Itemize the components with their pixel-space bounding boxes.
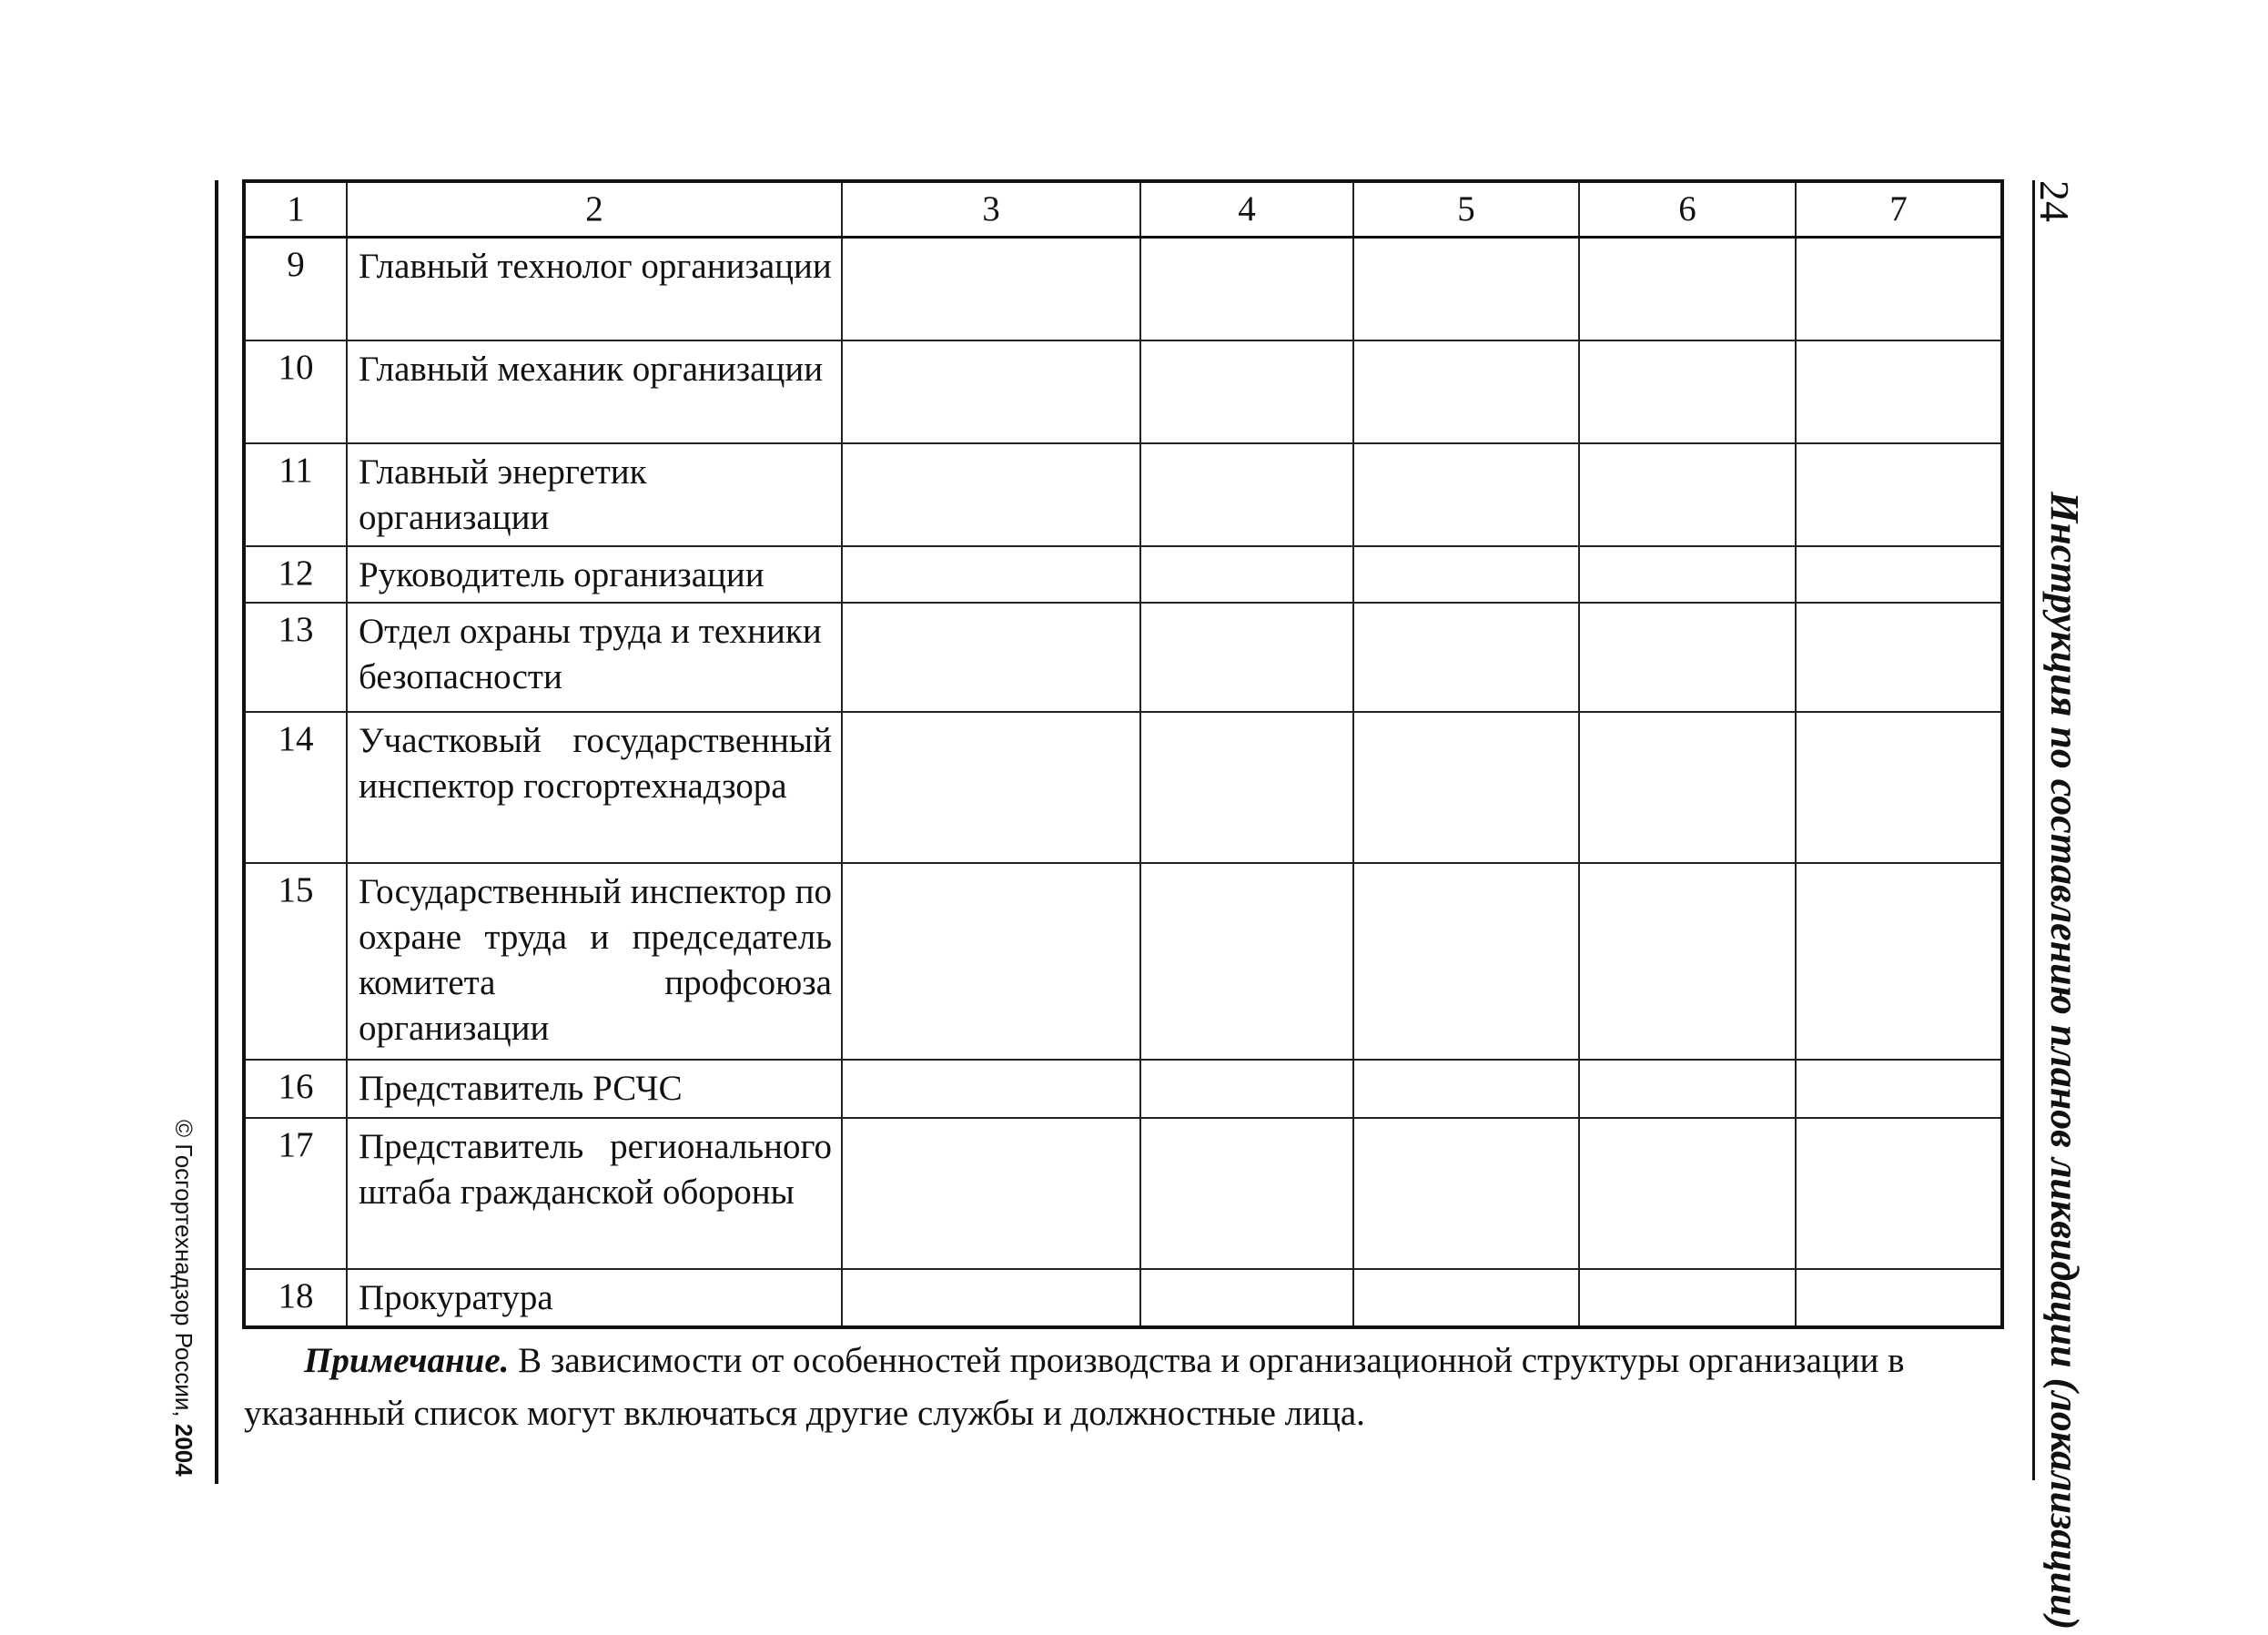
row-official: Главный механик организации bbox=[347, 340, 842, 443]
table-row bbox=[244, 1269, 2002, 1327]
page-number: 24 bbox=[2031, 180, 2078, 222]
table-header-row bbox=[244, 181, 2002, 238]
copyright-prefix: © Госгортехнадзор России, bbox=[170, 1120, 197, 1424]
row-official: Главный энергетик организации bbox=[347, 443, 842, 546]
empty-cell bbox=[1579, 340, 1796, 443]
empty-cell bbox=[1140, 1118, 1353, 1269]
row-number: 9 bbox=[244, 238, 347, 340]
table-row bbox=[244, 546, 2002, 603]
right-margin-rule bbox=[2032, 180, 2035, 1480]
row-official: Главный технолог организации bbox=[347, 238, 842, 340]
empty-cell bbox=[1140, 1269, 1353, 1327]
empty-cell bbox=[1796, 863, 2002, 1060]
table-row bbox=[244, 1118, 2002, 1269]
empty-cell bbox=[842, 238, 1140, 340]
officials-table bbox=[242, 179, 2004, 1329]
empty-cell bbox=[842, 603, 1140, 712]
table-row bbox=[244, 238, 2002, 340]
running-title: Инструкция по составлению планов ликвидации (локализации) bbox=[2042, 492, 2087, 1630]
empty-cell bbox=[1579, 546, 1796, 603]
empty-cell bbox=[1353, 1118, 1579, 1269]
empty-cell bbox=[1796, 546, 2002, 603]
column-header: 3 bbox=[842, 181, 1140, 238]
empty-cell bbox=[1353, 712, 1579, 863]
row-number: 11 bbox=[244, 443, 347, 546]
empty-cell bbox=[1353, 546, 1579, 603]
empty-cell bbox=[1353, 863, 1579, 1060]
empty-cell bbox=[1353, 443, 1579, 546]
column-header: 7 bbox=[1796, 181, 2002, 238]
empty-cell bbox=[1579, 863, 1796, 1060]
row-number: 17 bbox=[244, 1118, 347, 1269]
empty-cell bbox=[842, 443, 1140, 546]
empty-cell bbox=[1579, 712, 1796, 863]
empty-cell bbox=[1796, 340, 2002, 443]
empty-cell bbox=[1353, 1060, 1579, 1118]
empty-cell bbox=[842, 340, 1140, 443]
empty-cell bbox=[842, 1269, 1140, 1327]
empty-cell bbox=[1140, 340, 1353, 443]
table-row bbox=[244, 340, 2002, 443]
table-row bbox=[244, 712, 2002, 863]
row-number: 16 bbox=[244, 1060, 347, 1118]
column-header: 1 bbox=[244, 181, 347, 238]
empty-cell bbox=[842, 1118, 1140, 1269]
empty-cell bbox=[1796, 1060, 2002, 1118]
row-number: 10 bbox=[244, 340, 347, 443]
empty-cell bbox=[1579, 238, 1796, 340]
table-row bbox=[244, 863, 2002, 1060]
empty-cell bbox=[1796, 1118, 2002, 1269]
column-header: 4 bbox=[1140, 181, 1353, 238]
empty-cell bbox=[1796, 238, 2002, 340]
row-official: Отдел охраны труда и техники безопасности bbox=[347, 603, 842, 712]
empty-cell bbox=[1579, 603, 1796, 712]
empty-cell bbox=[1140, 863, 1353, 1060]
empty-cell bbox=[1579, 1118, 1796, 1269]
empty-cell bbox=[1140, 546, 1353, 603]
empty-cell bbox=[1140, 712, 1353, 863]
empty-cell bbox=[842, 1060, 1140, 1118]
table-row bbox=[244, 1060, 2002, 1118]
row-official: Представитель регионального штаба гражданской обороны bbox=[347, 1118, 842, 1269]
note-label: Примечание. bbox=[304, 1341, 510, 1380]
empty-cell bbox=[842, 712, 1140, 863]
empty-cell bbox=[1140, 603, 1353, 712]
note-text: В зависимости от особенностей производства и организационной структуры организации в указанный список могут включаться другие службы и должностные лица. bbox=[244, 1341, 1905, 1433]
row-number: 14 bbox=[244, 712, 347, 863]
row-number: 18 bbox=[244, 1269, 347, 1327]
empty-cell bbox=[1353, 1269, 1579, 1327]
empty-cell bbox=[1579, 1269, 1796, 1327]
empty-cell bbox=[842, 546, 1140, 603]
column-header: 2 bbox=[347, 181, 842, 238]
row-official: Государственный инспектор по охране труда и председатель комитета профсоюза организации bbox=[347, 863, 842, 1060]
empty-cell bbox=[1140, 1060, 1353, 1118]
table-note bbox=[244, 1335, 2006, 1440]
empty-cell bbox=[1796, 712, 2002, 863]
column-header: 5 bbox=[1353, 181, 1579, 238]
table-row bbox=[244, 443, 2002, 546]
row-number: 15 bbox=[244, 863, 347, 1060]
row-official: Руководитель организации bbox=[347, 546, 842, 603]
row-official: Прокуратура bbox=[347, 1269, 842, 1327]
table-row bbox=[244, 603, 2002, 712]
empty-cell bbox=[1353, 603, 1579, 712]
left-margin-rule bbox=[215, 180, 218, 1484]
row-official: Представитель РСЧС bbox=[347, 1060, 842, 1118]
empty-cell bbox=[1579, 1060, 1796, 1118]
row-number: 13 bbox=[244, 603, 347, 712]
column-header: 6 bbox=[1579, 181, 1796, 238]
row-number: 12 bbox=[244, 546, 347, 603]
empty-cell bbox=[1579, 443, 1796, 546]
empty-cell bbox=[1353, 340, 1579, 443]
empty-cell bbox=[1140, 443, 1353, 546]
copyright-year: 2004 bbox=[170, 1423, 197, 1477]
empty-cell bbox=[1140, 238, 1353, 340]
empty-cell bbox=[1796, 1269, 2002, 1327]
row-official: Участковый государственный инспектор госгортехнадзора bbox=[347, 712, 842, 863]
empty-cell bbox=[842, 863, 1140, 1060]
empty-cell bbox=[1796, 603, 2002, 712]
copyright-line bbox=[169, 1120, 197, 1477]
empty-cell bbox=[1796, 443, 2002, 546]
empty-cell bbox=[1353, 238, 1579, 340]
